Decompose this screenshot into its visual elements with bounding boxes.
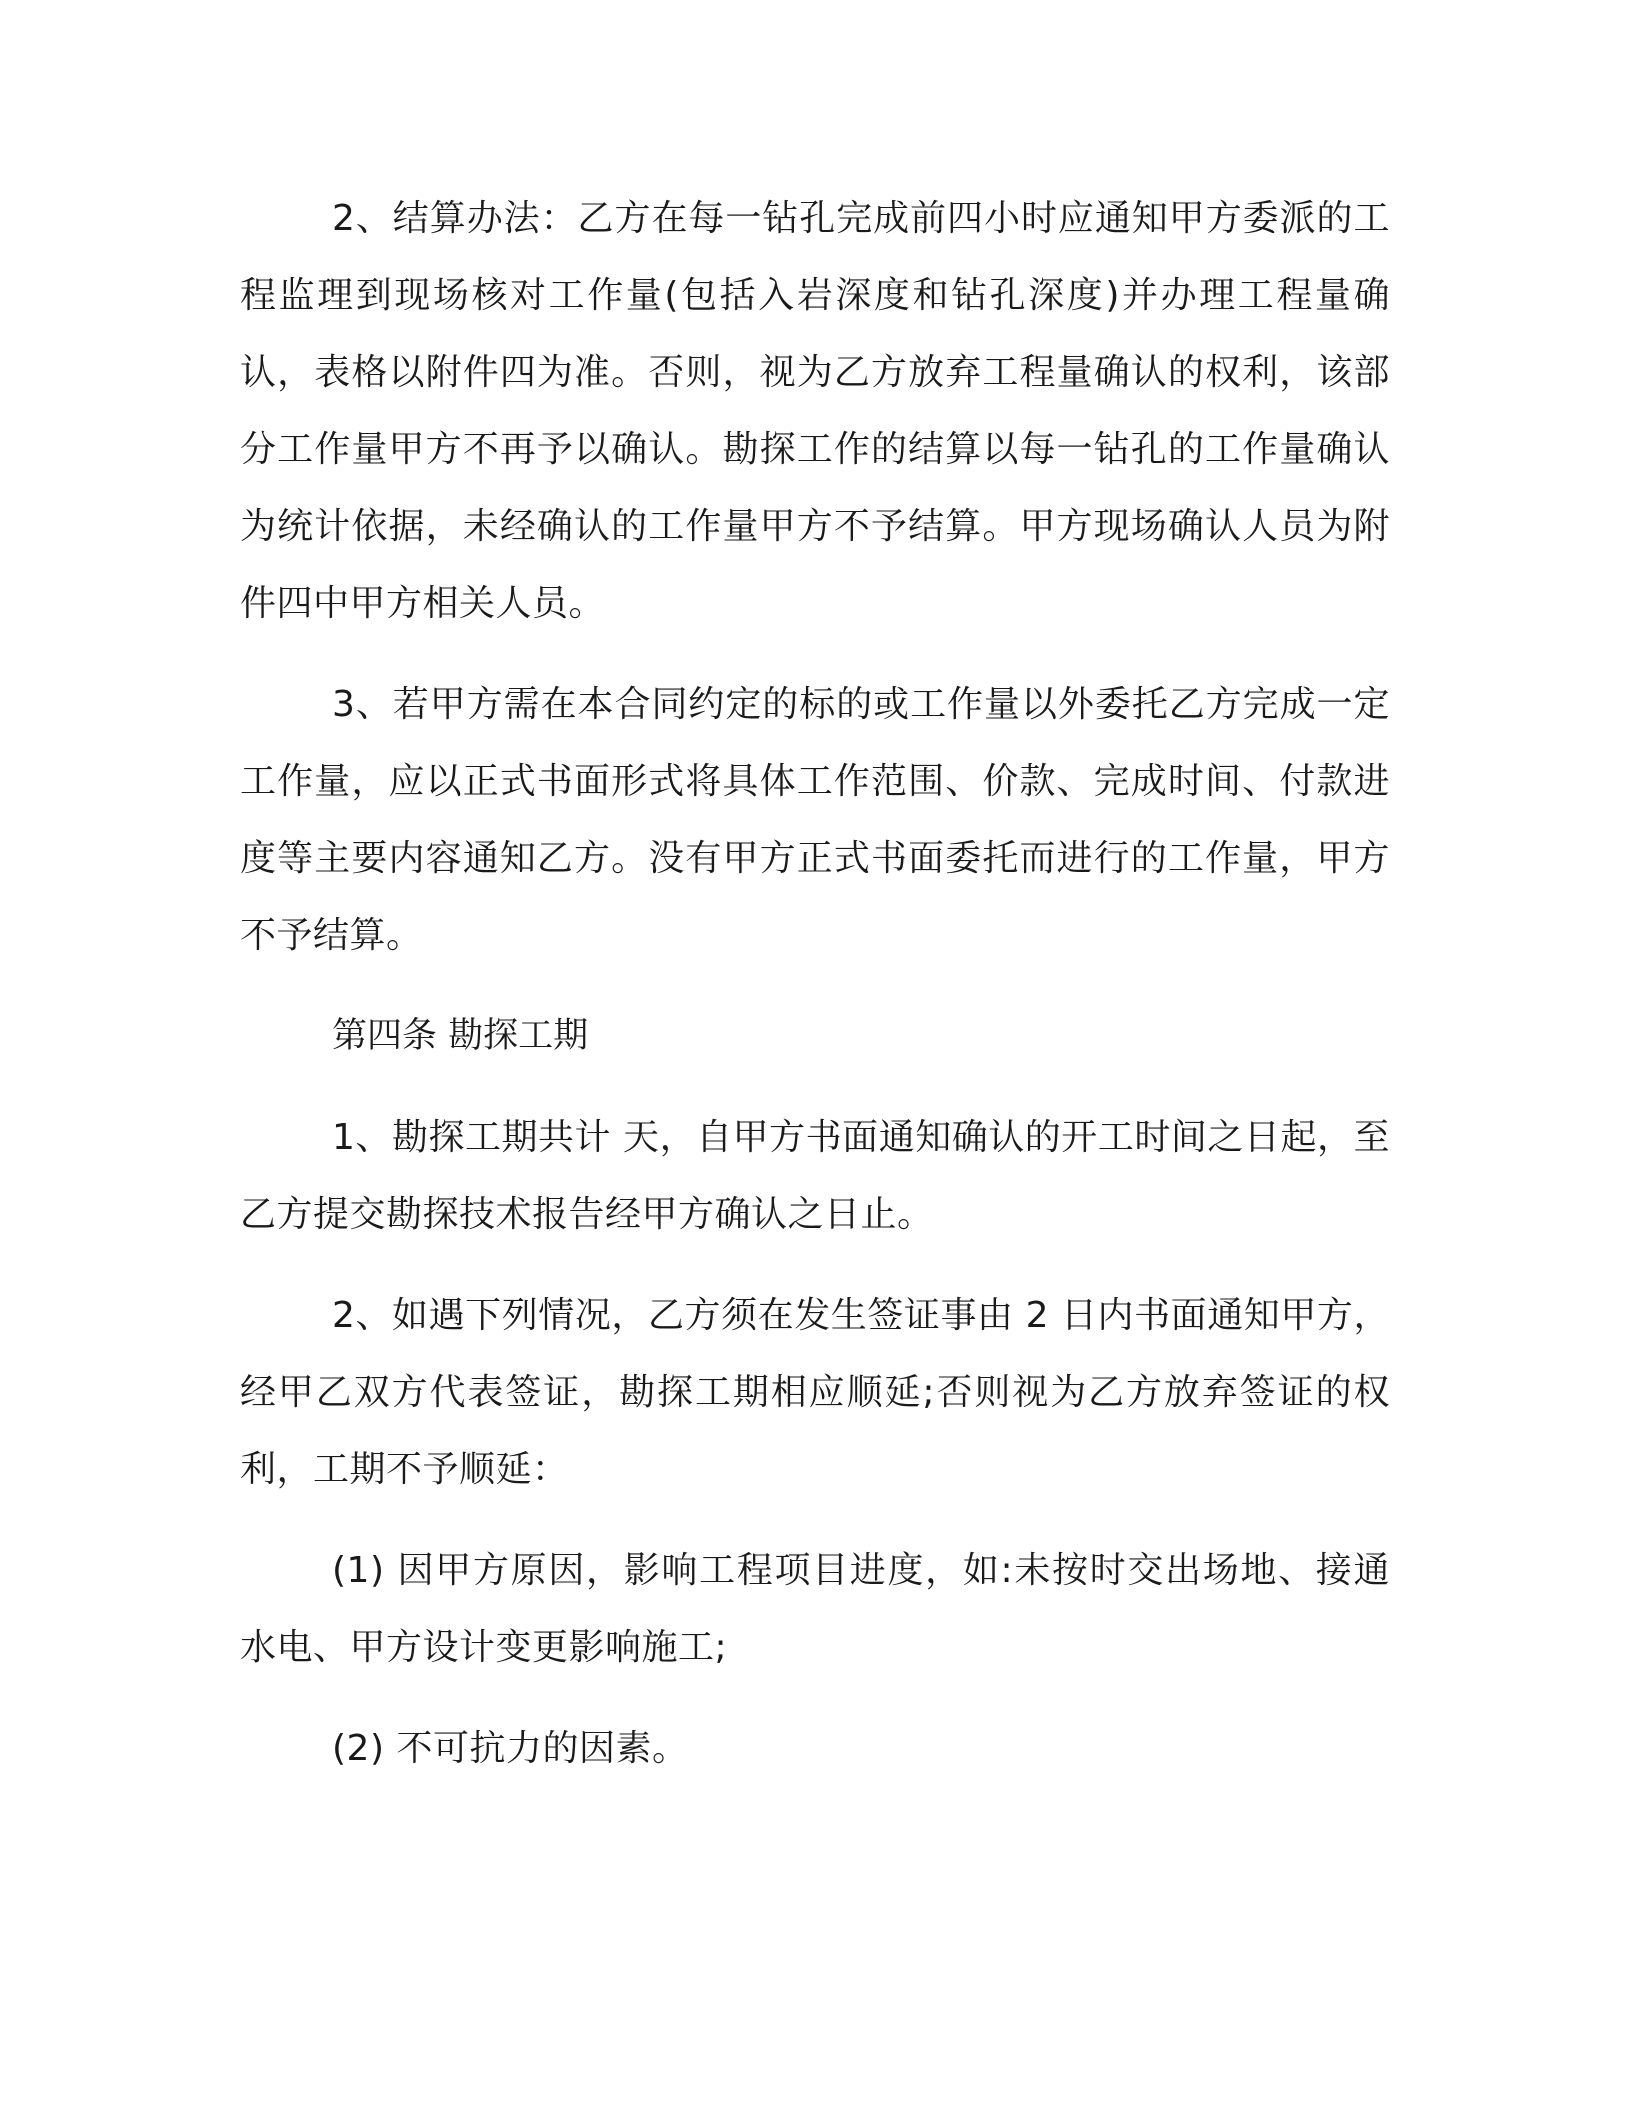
document-body — [240, 180, 1390, 1811]
section-heading-article-4: 第四条 勘探工期 — [332, 1016, 589, 1056]
list-item-1: (1) 因甲方原因，影响工程项目进度，如:未按时交出场地、接通水电、甲方设计变更影响施工; — [240, 1550, 1390, 1668]
paragraph-extension-conditions: 2、如遇下列情况，乙方须在发生签证事由 2 日内书面通知甲方，经甲乙双方代表签证，勘探工期相应顺延;否则视为乙方放弃签证的权利，工期不予顺延： — [240, 1295, 1390, 1490]
paragraph-survey-period: 1、勘探工期共计 天，自甲方书面通知确认的开工时间之日起，至乙方提交勘探技术报告经甲方确认之日止。 — [240, 1117, 1390, 1235]
paragraph-extra-work: 3、若甲方需在本合同约定的标的或工作量以外委托乙方完成一定工作量，应以正式书面形式将具体工作范围、价款、完成时间、付款进度等主要内容通知乙方。没有甲方正式书面委托而进行的工作量，甲方不予结算。 — [240, 684, 1390, 956]
paragraph-settlement-method: 2、结算办法：乙方在每一钻孔完成前四小时应通知甲方委派的工程监理到现场核对工作量(包括入岩深度和钻孔深度)并办理工程量确认，表格以附件四为准。否则，视为乙方放弃工程量确认的权利，该部分工作量甲方不再予以确认。勘探工作的结算以每一钻孔的工作量确认为统计依据，未经确认的工作量甲方不予结算。甲方现场确认人员为附件四中甲方相关人员。 — [240, 198, 1390, 624]
list-item-2: (2) 不可抗力的因素。 — [332, 1728, 689, 1769]
